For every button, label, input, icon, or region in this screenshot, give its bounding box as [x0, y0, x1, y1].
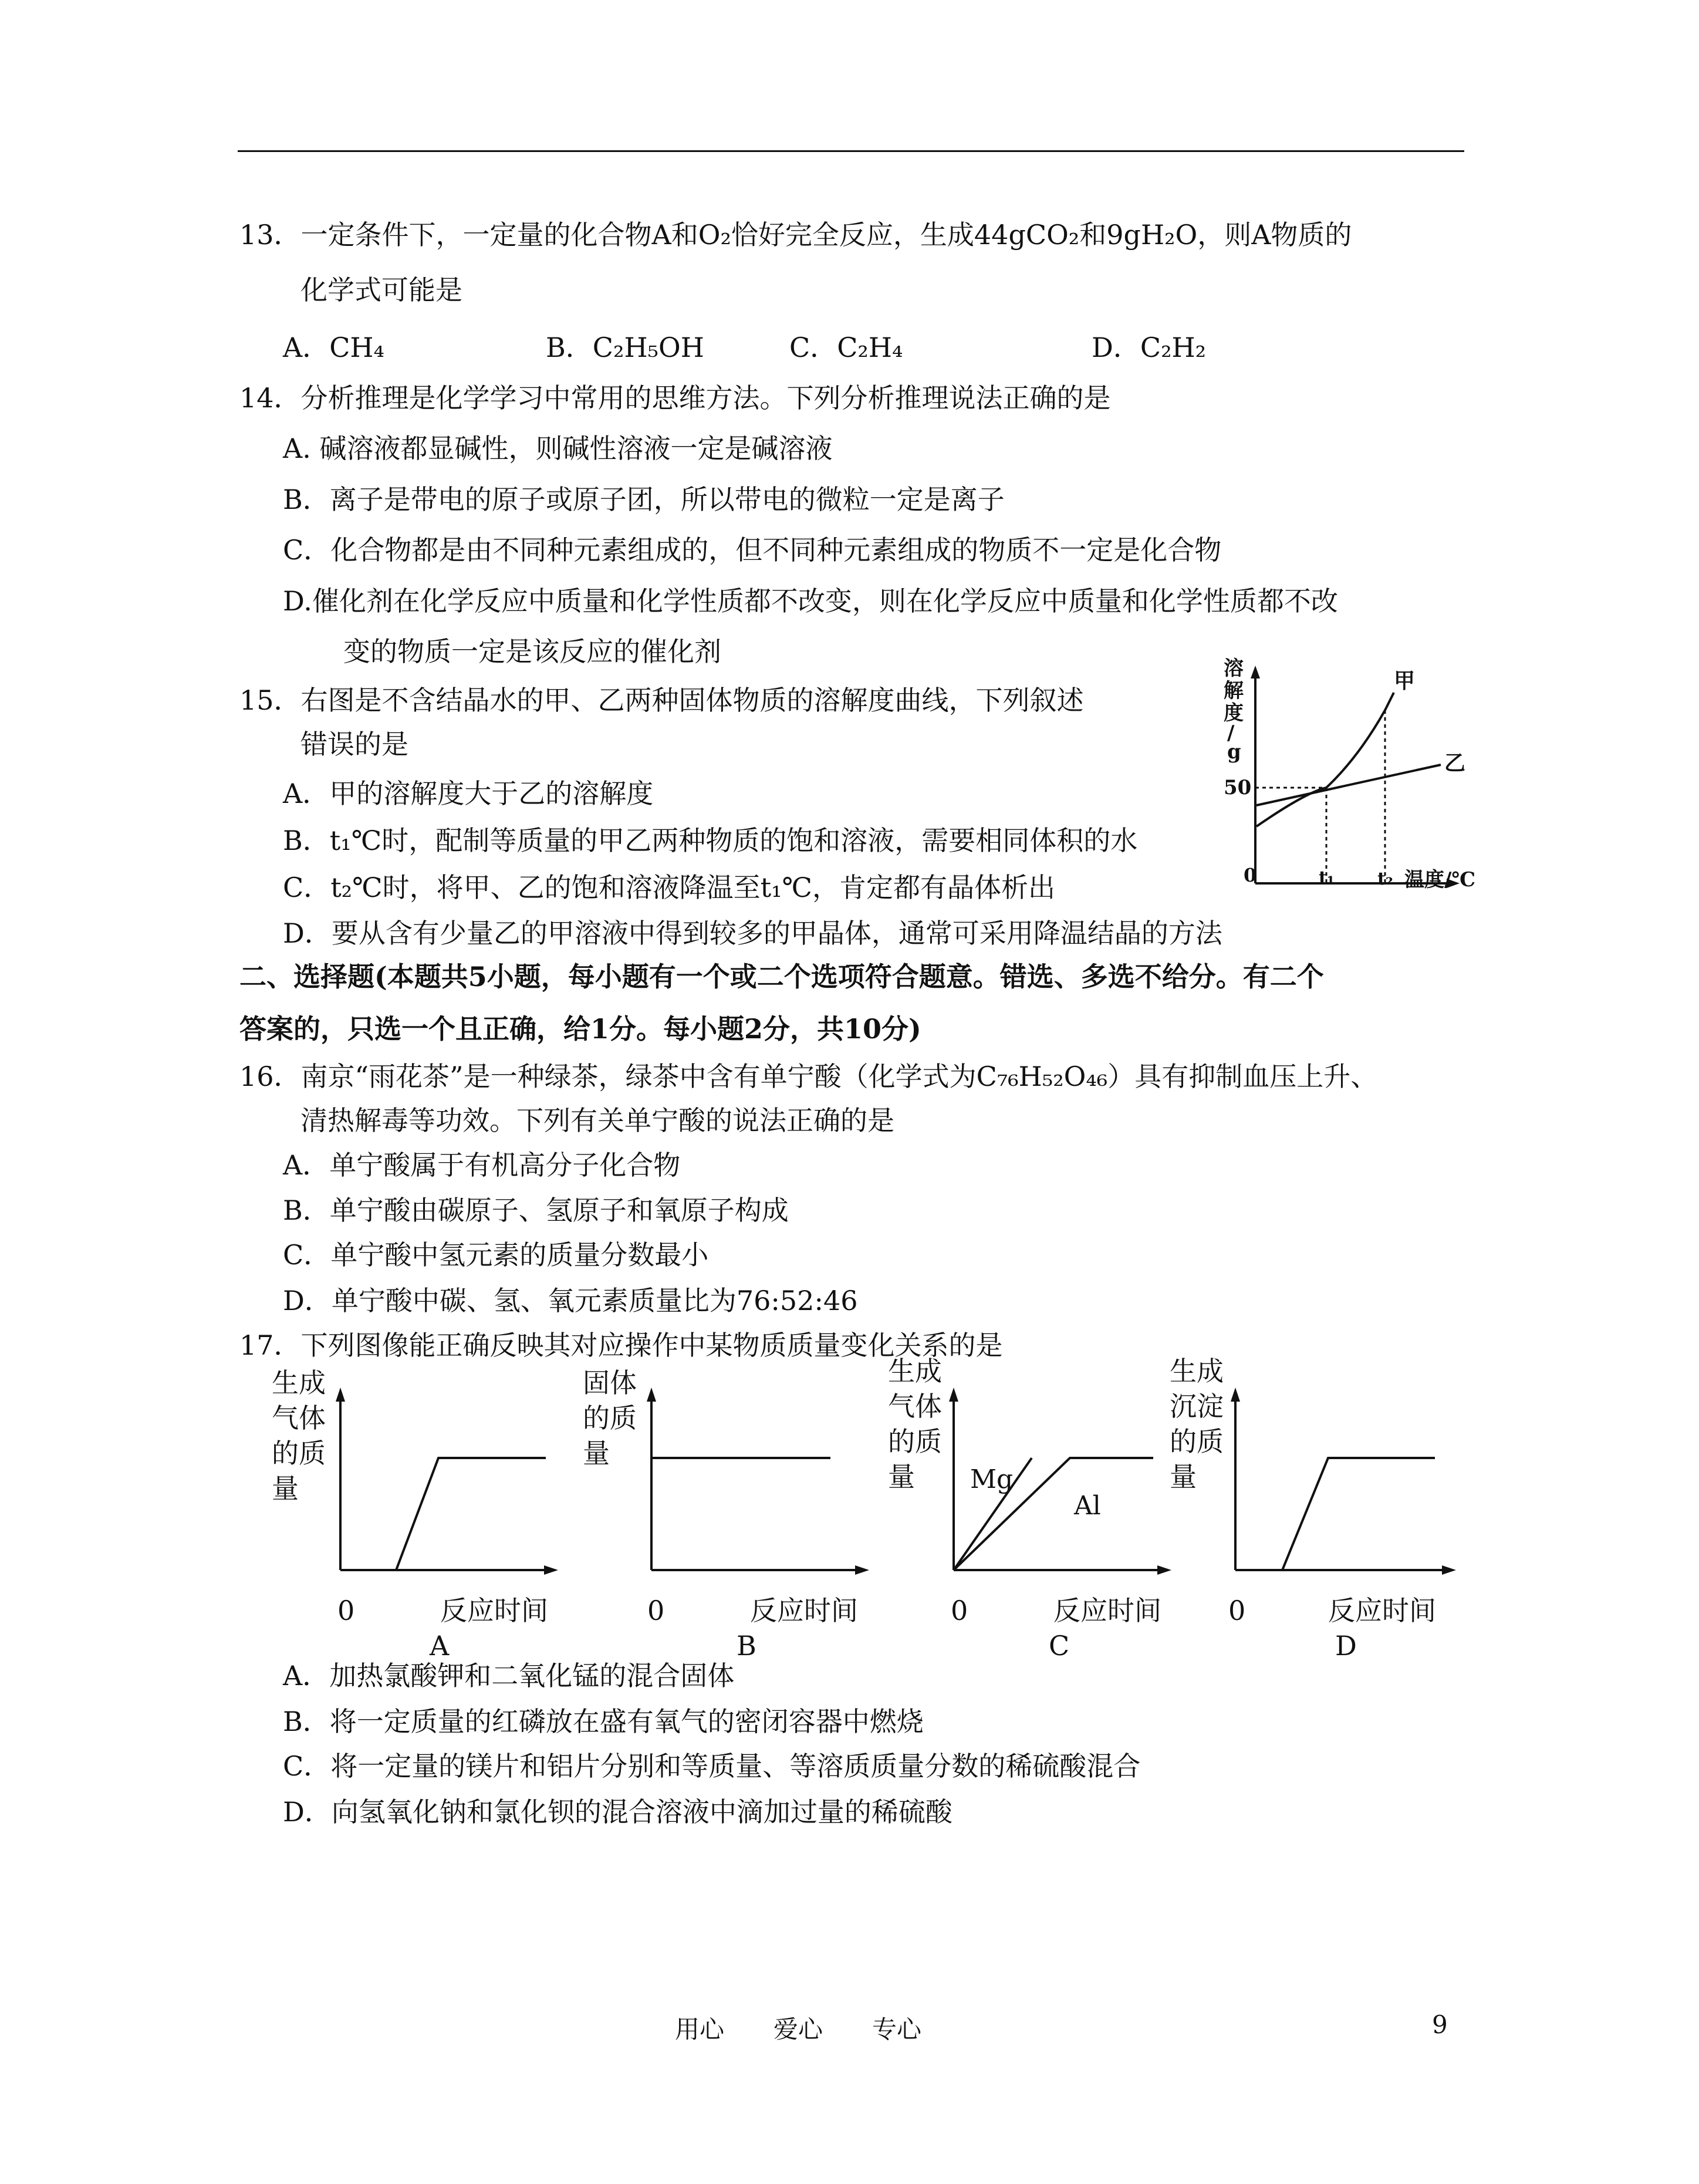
y-axis-char-1: 溶: [1224, 657, 1244, 680]
graph-d-ylabel-3: 的质: [1170, 1426, 1224, 1457]
graph-c-ylabel-3: 的质: [888, 1426, 942, 1457]
graph-a-letter: A: [430, 1630, 450, 1662]
origin-label: 0: [1244, 864, 1257, 886]
graph-d-letter: D: [1335, 1630, 1357, 1662]
graph-c-ylabel-1: 生成: [888, 1355, 942, 1387]
graph-c-origin: 0: [951, 1595, 968, 1626]
q16-option-a: A．单宁酸属于有机高分子化合物: [283, 1149, 681, 1181]
graph-b-origin: 0: [647, 1595, 665, 1626]
y-tick-50: 50: [1224, 776, 1252, 799]
q15-option-c: C．t₂℃时，将甲、乙的饱和溶液降温至t₁℃，肯定都有晶体析出: [283, 872, 1055, 903]
footer-motto: 用心 爱心 专心: [675, 2015, 922, 2044]
q15-option-d: D．要从含有少量乙的甲溶液中得到较多的甲晶体，通常可采用降温结晶的方法: [283, 917, 1222, 949]
graph-c-label-al: Al: [1074, 1491, 1101, 1521]
page-number: 9: [1432, 2010, 1448, 2039]
y-axis-char-3: 度: [1224, 701, 1244, 725]
graph-a: [267, 1362, 569, 1667]
graph-d-origin: 0: [1228, 1595, 1246, 1626]
solubility-curve-figure: [1218, 652, 1511, 910]
q15-stem-line1: 15．右图是不含结晶水的甲、乙两种固体物质的溶解度曲线，下列叙述: [239, 684, 1084, 716]
graph-d-xlabel: 反应时间: [1328, 1595, 1436, 1626]
q16-stem-line1: 16．南京“雨花茶”是一种绿茶，绿茶中含有单宁酸（化学式为C₇₆H₅₂O₄₆）具有抑制血压上升、: [239, 1061, 1378, 1092]
q17-stem: 17．下列图像能正确反映其对应操作中某物质质量变化关系的是: [239, 1329, 1003, 1361]
q15-stem-line2: 错误的是: [300, 728, 408, 760]
label-jia: 甲: [1394, 669, 1416, 693]
graph-a-xlabel: 反应时间: [440, 1595, 548, 1626]
y-axis-char-4: /: [1227, 721, 1235, 745]
q17-option-d: D．向氢氧化钠和氯化钡的混合溶液中滴加过量的稀硫酸: [283, 1796, 952, 1828]
graph-b-xlabel: 反应时间: [750, 1595, 858, 1626]
q14-option-d-line2: 变的物质一定是该反应的催化剂: [343, 636, 721, 667]
y-axis-char-5: g: [1227, 740, 1241, 764]
q13-option-c: C．C₂H₄: [789, 332, 903, 363]
curve-jia: [1256, 693, 1394, 826]
graph-d-line: [1282, 1458, 1435, 1570]
graph-c-xlabel: 反应时间: [1053, 1595, 1161, 1626]
q16-option-d: D．单宁酸中碳、氢、氧元素质量比为76:52:46: [283, 1285, 858, 1317]
graph-d: [1165, 1350, 1467, 1667]
q14-option-c: C．化合物都是由不同种元素组成的，但不同种元素组成的物质不一定是化合物: [283, 534, 1222, 566]
q17-option-c: C．将一定量的镁片和铝片分别和等质量、等溶质质量分数的稀硫酸混合: [283, 1750, 1141, 1782]
q15-option-a: A．甲的溶解度大于乙的溶解度: [283, 778, 654, 809]
curve-yi: [1256, 765, 1441, 805]
q14-option-b: B．离子是带电的原子或原子团，所以带电的微粒一定是离子: [283, 484, 1005, 515]
header-rule: [238, 150, 1464, 152]
graph-b-ylabel-1: 固体: [583, 1367, 637, 1399]
x-tick-t2: t₂: [1377, 869, 1393, 889]
q13-stem-line1: 13．一定条件下，一定量的化合物A和O₂恰好完全反应，生成44gCO₂和9gH₂O，则A物质的: [239, 219, 1352, 251]
graph-b: [578, 1362, 880, 1667]
q17-option-a: A．加热氯酸钾和二氧化锰的混合固体: [283, 1660, 735, 1692]
q16-stem-line2: 清热解毒等功效。下列有关单宁酸的说法正确的是: [300, 1105, 894, 1136]
graph-a-ylabel-3: 的质: [272, 1437, 326, 1469]
q13-stem-line2: 化学式可能是: [300, 274, 462, 306]
x-tick-t1: t₁: [1319, 867, 1335, 888]
graph-c: [883, 1350, 1185, 1667]
graph-d-ylabel-1: 生成: [1170, 1355, 1224, 1387]
graph-a-axes: [336, 1388, 558, 1575]
q17-option-b: B．将一定质量的红磷放在盛有氧气的密闭容器中燃烧: [283, 1706, 924, 1737]
graph-d-ylabel-4: 量: [1170, 1461, 1197, 1493]
graph-a-ylabel-1: 生成: [272, 1367, 326, 1399]
graph-c-ylabel-4: 量: [888, 1461, 915, 1493]
graph-a-ylabel-2: 气体: [272, 1402, 326, 1434]
graph-a-line: [396, 1458, 546, 1570]
graph-a-origin: 0: [337, 1595, 355, 1626]
graph-d-ylabel-2: 沉淀: [1170, 1390, 1224, 1422]
section2-heading-line2: 答案的，只选一个且正确，给1分。每小题2分，共10分): [239, 1013, 921, 1045]
graph-c-letter: C: [1049, 1630, 1070, 1662]
graph-c-ylabel-2: 气体: [888, 1390, 942, 1422]
q14-stem: 14．分析推理是化学学习中常用的思维方法。下列分析推理说法正确的是: [239, 382, 1111, 414]
graph-b-ylabel-2: 的质: [583, 1402, 637, 1434]
q14-option-a: A. 碱溶液都显碱性，则碱性溶液一定是碱溶液: [283, 433, 833, 464]
graph-a-ylabel-4: 量: [272, 1473, 299, 1504]
graph-d-axes: [1231, 1388, 1456, 1575]
graph-b-ylabel-3: 量: [583, 1437, 610, 1469]
guide-lines: [1255, 710, 1385, 883]
q13-option-b: B．C₂H₅OH: [546, 332, 704, 363]
q13-option-a: A．CH₄: [283, 332, 384, 363]
solubility-axes: [1251, 666, 1460, 888]
x-axis-label: 温度/℃: [1404, 868, 1476, 892]
section2-heading-line1: 二、选择题(本题共5小题，每小题有一个或二个选项符合题意。错选、多选不给分。有二个: [239, 961, 1324, 993]
label-yi: 乙: [1444, 751, 1466, 775]
q16-option-c: C．单宁酸中氢元素的质量分数最小: [283, 1239, 709, 1271]
graph-b-letter: B: [737, 1630, 756, 1662]
q16-option-b: B．单宁酸由碳原子、氢原子和氧原子构成: [283, 1194, 789, 1226]
q15-option-b: B．t₁℃时，配制等质量的甲乙两种物质的饱和溶液，需要相同体积的水: [283, 825, 1138, 856]
graph-b-axes: [647, 1388, 869, 1575]
q14-option-d-line1: D.催化剂在化学反应中质量和化学性质都不改变，则在化学反应中质量和化学性质都不改: [283, 585, 1338, 617]
graph-c-label-mg: Mg: [970, 1464, 1014, 1494]
q13-option-d: D．C₂H₂: [1092, 332, 1207, 363]
y-axis-char-2: 解: [1224, 679, 1244, 703]
